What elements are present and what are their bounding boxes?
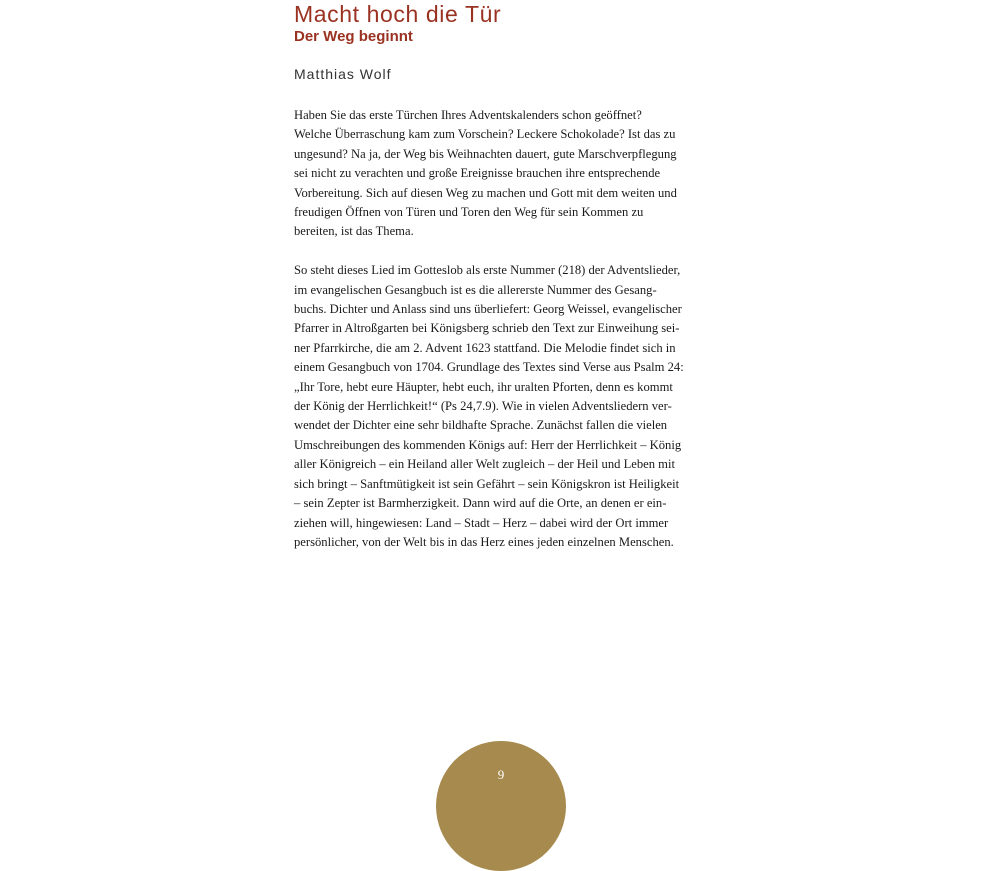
text-line: ungesund? Na ja, der Weg bis Weihnachten dauert, gute Marschverpflegung [294, 146, 677, 161]
text-line: „Ihr Tore, hebt eure Häupter, hebt euch, ihr uralten Pforten, denn es kommt [294, 379, 673, 394]
text-line: Haben Sie das erste Türchen Ihres Adventskalenders schon geöffnet? [294, 108, 642, 122]
page-subtitle: Der Weg beginnt [294, 28, 413, 45]
text-line: So steht dieses Lied im Gotteslob als erste Nummer (218) der Adventslieder, [294, 263, 681, 278]
text-line: Pfarrer in Altroßgarten bei Königsberg schrieb den Text zur Einweihung sei- [294, 321, 680, 336]
text-line: sei nicht zu verachten und große Ereignisse brauchen ihre entsprechende [294, 166, 661, 181]
text-line: – sein Zepter ist Barmherzigkeit. Dann wird auf die Orte, an denen er ein- [294, 496, 667, 511]
text-line: bereiten, ist das Thema. [294, 224, 414, 239]
page-number-badge [436, 741, 566, 871]
page-number: 9 [497, 767, 505, 782]
text-line: im evangelischen Gesangbuch ist es die allererste Nummer des Gesang- [294, 282, 657, 297]
text-line: ner Pfarrkirche, die am 2. Advent 1623 stattfand. Die Melodie findet sich in [294, 340, 676, 355]
page-title: Macht hoch die Tür [294, 1, 502, 27]
article-body [294, 106, 724, 572]
text-line: Vorbereitung. Sich auf diesen Weg zu machen und Gott mit dem weiten und [294, 185, 677, 200]
text-line: ziehen will, hingewiesen: Land – Stadt – Herz – dabei wird der Ort immer [294, 515, 669, 530]
author-name: Matthias Wolf [294, 66, 392, 82]
text-line: der König der Herrlichkeit!“ (Ps 24,7.9). Wie in vielen Adventsliedern ver- [294, 399, 672, 414]
text-line: freudigen Öffnen von Türen und Toren den Weg für sein Kommen zu [294, 205, 644, 220]
text-line: einem Gesangbuch von 1704. Grundlage des Textes sind Verse aus Psalm 24: [294, 360, 684, 375]
text-line: persönlicher, von der Welt bis in das Herz eines jeden einzelnen Menschen. [294, 534, 674, 549]
text-line: aller Königreich – ein Heiland aller Welt zugleich – der Heil und Leben mit [294, 457, 675, 472]
text-line: buchs. Dichter und Anlass sind uns überliefert: Georg Weissel, evangelischer [294, 302, 682, 317]
paragraph-2 [294, 261, 724, 552]
text-line: Umschreibungen des kommenden Königs auf: Herr der Herrlichkeit – König [294, 437, 682, 452]
text-line: Welche Überraschung kam zum Vorschein? Leckere Schokolade? Ist das zu [294, 127, 676, 142]
text-line: sich bringt – Sanftmütigkeit ist sein Gefährt – sein Königskron ist Heiligkeit [294, 476, 680, 491]
text-line: wendet der Dichter eine sehr bildhafte Sprache. Zunächst fallen die vielen [294, 418, 668, 433]
paragraph-1 [294, 106, 724, 242]
